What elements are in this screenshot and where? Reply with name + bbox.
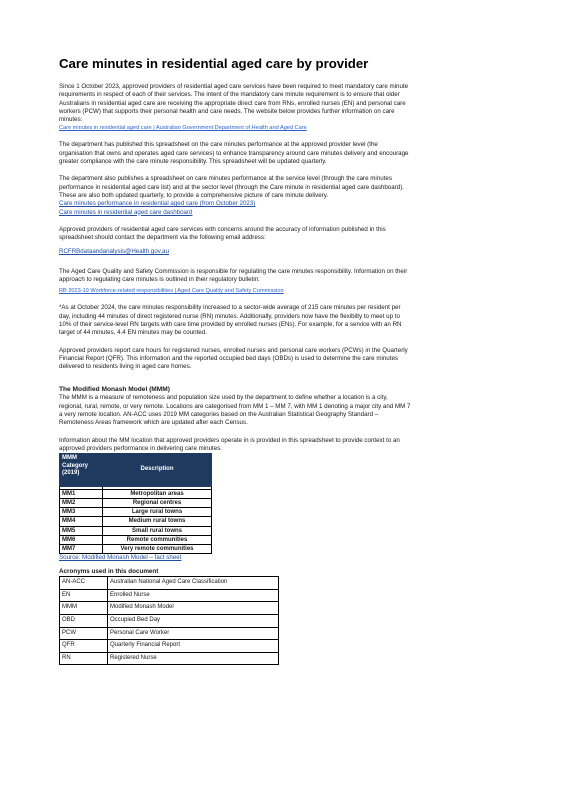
acronym-meaning: Occupied Bed Day (108, 614, 279, 627)
table-row (60, 614, 279, 627)
mmm-code: MM1 (60, 490, 103, 499)
acronym-meaning: Enrolled Nurse (108, 589, 279, 602)
mmm-code: MM7 (60, 544, 103, 553)
dashboard-link[interactable]: Care minutes in residential aged care dashboard (59, 208, 193, 216)
acronym-meaning: Registered Nurse (108, 652, 279, 665)
table-row (60, 499, 212, 508)
table-row (60, 508, 212, 517)
commission-paragraph: The Aged Care Quality and Safety Commission is responsible for regulating the care minutes responsibility. Information on their approach to regulating care minutes is outlined in their regulatory bulletin: (59, 267, 408, 284)
mmm-description-header: Description (103, 454, 212, 487)
table-row (60, 640, 279, 653)
table-row (60, 526, 212, 535)
acronym: PCW (60, 627, 108, 640)
table-row (60, 517, 212, 526)
mmm-description: Very remote communities (103, 544, 212, 553)
table-row (60, 535, 212, 544)
table-row (60, 602, 279, 615)
acronym-meaning: Australian National Aged Care Classification (108, 577, 279, 590)
mmm-code: MM2 (60, 499, 103, 508)
mmm-info-paragraph: Information about the MM location that approved providers operate in is provided in this spreadsheet to provide context to an approved providers performance in delivering care minutes. (59, 436, 400, 452)
service-level-paragraph: The department also publishes a spreadsheet on care minutes performance at the service level (through the care minutes performance in residential aged care list) and at the sector level (through the Care minute in residential aged care dashboard). These are also both updated quarterly, to provide a comprehensive picture of care minute delivery. (59, 175, 404, 199)
acronym: EN (60, 589, 108, 602)
regulatory-bulletin-link[interactable]: RB 2023-19 Workforce-related responsibilities | Aged Care Quality and Safety Commission (59, 288, 284, 295)
acronyms-heading: Acronyms used in this document (59, 568, 159, 576)
performance-list-link[interactable]: Care minutes performance in residential aged care (from October 2023) (59, 200, 256, 208)
acronym: MMM (60, 602, 108, 615)
mmm-heading: The Modified Monash Model (MMM) (59, 386, 170, 394)
contact-paragraph: Approved providers of residential aged care services with concerns around the accuracy of information published in this spreadsheet should contact the department via the following email address: (59, 225, 386, 242)
table-row (60, 652, 279, 665)
report-paragraph: Approved providers report care hours for registered nurses, enrolled nurses and personal care workers (PCWs) in the Quarterly Financial Report (QFR). This information and the reported occupied bed days (OBDs) is used to determine the care minutes delivered to residents living in aged care homes. (59, 346, 408, 371)
acronym: AN-ACC (60, 577, 108, 590)
mmm-table (59, 453, 212, 554)
mmm-paragraph: The MMM is a measure of remoteness and population size used by the department to define whether a location is a city, regional, rural, remote, or very remote. Locations are categorised from MM 1 – MM 7, with MM 1 denoting a major city and MM 7 a very remote location. AN-ACC uses 2019 MM categories based on the Australian Statistical Geography Standard – Remoteness Areas framework which are updated after each Census. (59, 394, 411, 427)
contact-email-link[interactable]: RCFRBdataandanalysis@Health.gov.au (59, 248, 170, 256)
mmm-table-header (60, 454, 212, 487)
mmm-description: Large rural towns (103, 508, 212, 517)
acronym-meaning: Quarterly Financial Report (108, 640, 279, 653)
mmm-description: Metropolitan areas (103, 490, 212, 499)
table-row (60, 577, 279, 590)
table-row (60, 627, 279, 640)
table-row (60, 490, 212, 499)
document-body (59, 83, 411, 665)
acronym: QFR (60, 640, 108, 653)
acronym-meaning: Modified Monash Model (108, 602, 279, 615)
acronym: RN (60, 652, 108, 665)
publish-paragraph: The department has published this spreadsheet on the care minutes performance at the approved provider level (the organisation that owns and operates aged care services) to enhance transparency around care minutes delivery and encourage greater compliance with the care minute responsibility. This spreadsheet will be updated quarterly. (59, 141, 409, 166)
intro-paragraph: Since 1 October 2023, approved providers of residential aged care services have been required to meet mandatory care minute requirements in respect of each of their services. The intent of the mandatory care minute requirement is to ensure that older Australians in residential aged care are receiving the appropriate direct care from RNs, enrolled nurses (EN) and personal care workers (PCW) that supports their personal health and care needs. The website below provides further information on care minutes: (59, 83, 409, 124)
mmm-code: MM3 (60, 508, 103, 517)
mmm-source-link[interactable]: Source: Modified Monash Model – fact sheet (59, 553, 182, 561)
october-2024-paragraph: *As at October 2024, the care minutes responsibility increased to a sector-wide average of 215 care minutes per resident per day, including 44 minutes of direct registered nurse (RN) minutes. Additionally, providers now have the flexibilty to meet up to 10% of their service-level RN targets with care time provided by enrolled nurses (ENs). For example, for a service with an RN target of 44 minutes, 4.4 EN minutes may be counted. (59, 304, 402, 337)
table-row (60, 589, 279, 602)
page-title: Care minutes in residential aged care by provider (59, 56, 369, 71)
mmm-description: Regional centres (103, 499, 212, 508)
table-row (60, 544, 212, 553)
mmm-code: MM5 (60, 526, 103, 535)
mmm-description: Small rural towns (103, 526, 212, 535)
care-minutes-link[interactable]: Care minutes in residential aged care | Australian Government Department of Health and Aged Care (59, 125, 307, 132)
mmm-category-header: MMM Category (2019) (60, 454, 103, 487)
acronym: OBD (60, 614, 108, 627)
mmm-code: MM6 (60, 535, 103, 544)
mmm-description: Remote communities (103, 535, 212, 544)
acronym-meaning: Personal Care Worker (108, 627, 279, 640)
mmm-description: Medium rural towns (103, 517, 212, 526)
mmm-code: MM4 (60, 517, 103, 526)
acronyms-table (59, 576, 279, 665)
